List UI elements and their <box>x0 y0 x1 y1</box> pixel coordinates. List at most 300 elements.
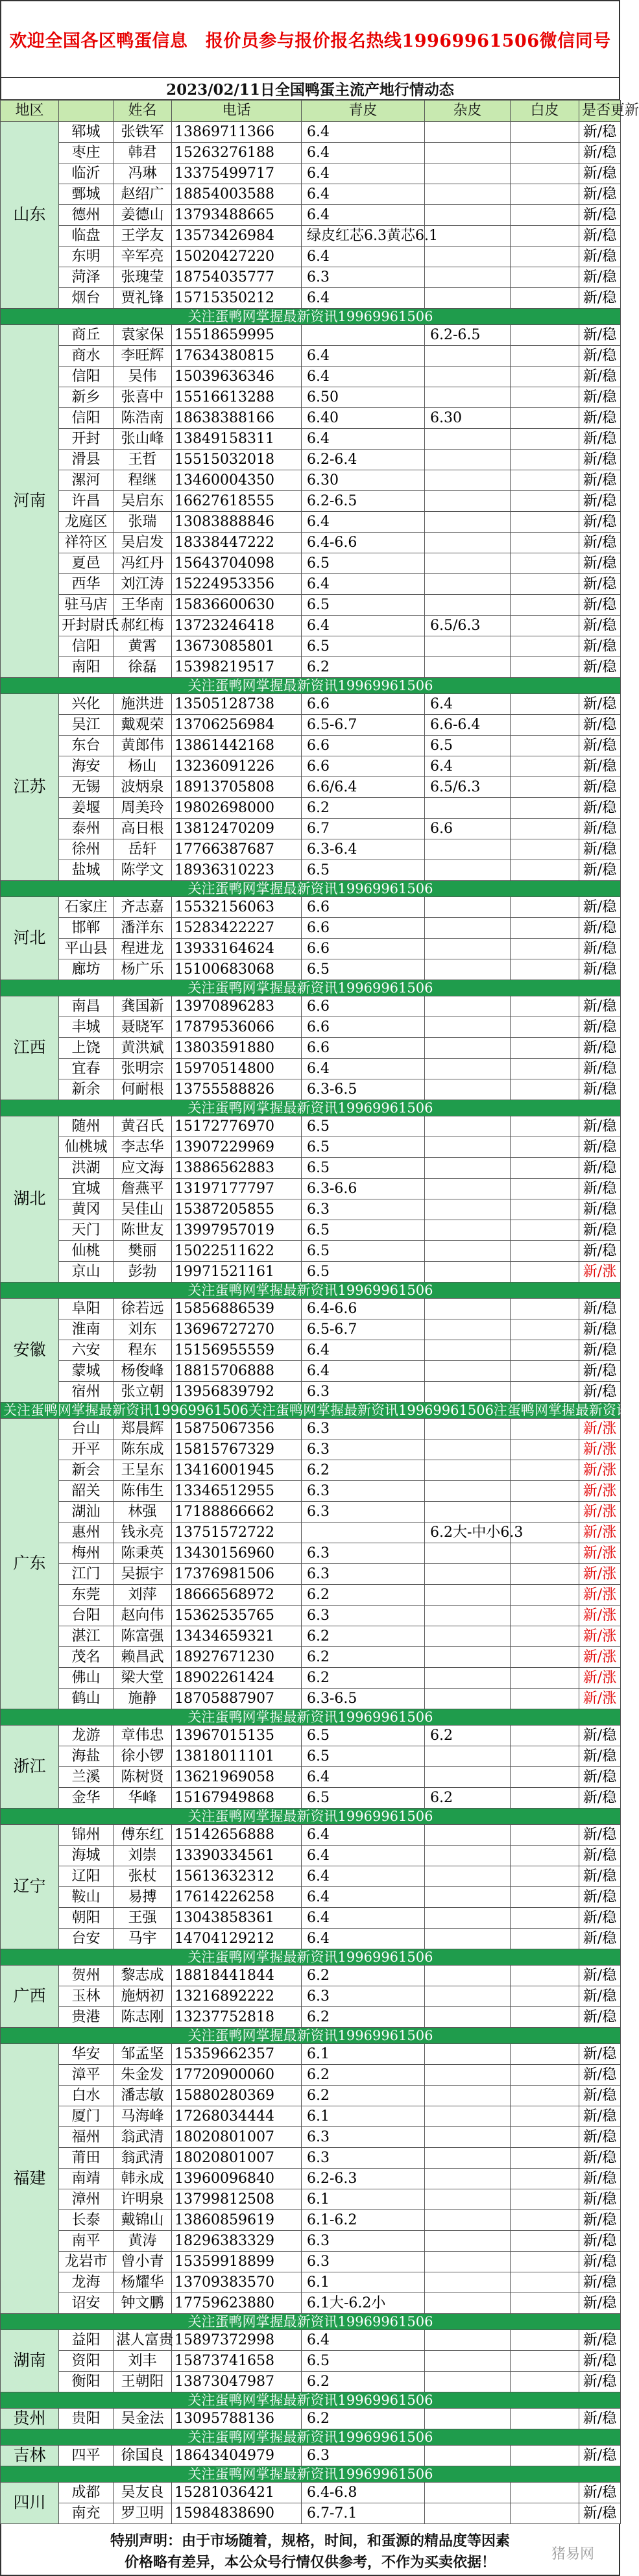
table-row <box>1 1179 621 1199</box>
phone: 13706256984 <box>172 715 302 736</box>
mixed-shell-price <box>425 2446 511 2466</box>
city: 商丘 <box>59 325 114 346</box>
update-status: 新/稳 <box>579 939 621 959</box>
white-shell-price <box>511 2086 579 2106</box>
update-status: 新/涨 <box>579 1543 621 1564</box>
green-shell-price: 6.4 <box>302 574 425 595</box>
white-shell-price <box>511 267 579 288</box>
update-status: 新/稳 <box>579 346 621 367</box>
contact-name: 翁武清 <box>114 2148 172 2169</box>
contact-name: 陈富强 <box>114 1626 172 1647</box>
green-shell-price: 6.6 <box>302 756 425 777</box>
mixed-shell-price: 6.6 <box>425 819 511 839</box>
green-shell-price: 6.7 <box>302 819 425 839</box>
promo-banner-row <box>1 2392 621 2409</box>
table-row <box>1 2446 621 2466</box>
update-status: 新/稳 <box>579 1986 621 2007</box>
phone: 15359662357 <box>172 2044 302 2065</box>
phone: 15516613288 <box>172 387 302 408</box>
mixed-shell-price <box>425 1137 511 1158</box>
city: 锦州 <box>59 1825 114 1846</box>
city: 信阳 <box>59 367 114 387</box>
city: 临沂 <box>59 163 114 184</box>
green-shell-price: 6.4 <box>302 1767 425 1788</box>
phone: 19971521161 <box>172 1262 302 1282</box>
update-status: 新/涨 <box>579 1419 621 1439</box>
city: 宜春 <box>59 1059 114 1079</box>
disclaimer-line-2: 价格略有差异，本公众号行情仅供参考，不作为买卖依据！ <box>124 2554 496 2571</box>
white-shell-price <box>511 2293 579 2314</box>
white-shell-price <box>511 2189 579 2210</box>
contact-name: 翁武清 <box>114 2127 172 2148</box>
update-status: 新/稳 <box>579 2106 621 2127</box>
white-shell-price <box>511 1262 579 1282</box>
table-row <box>1 450 621 470</box>
city: 京山 <box>59 1262 114 1282</box>
update-status: 新/稳 <box>579 408 621 429</box>
region-cell: 浙江 <box>1 1726 59 1809</box>
green-shell-price: 6.5 <box>302 595 425 616</box>
green-shell-price: 6.4 <box>302 122 425 143</box>
update-status: 新/稳 <box>579 184 621 205</box>
contact-name: 韩君 <box>114 143 172 163</box>
contact-name: 刘萍 <box>114 1585 172 1606</box>
city: 开封 <box>59 429 114 450</box>
contact-name: 易搏 <box>114 1887 172 1908</box>
city: 福州 <box>59 2127 114 2148</box>
city: 开封尉氏 <box>59 616 114 636</box>
green-shell-price: 6.6/6.4 <box>302 777 425 798</box>
table-row <box>1 429 621 450</box>
phone: 15387205855 <box>172 1199 302 1220</box>
contact-name: 聂晓军 <box>114 1017 172 1038</box>
table-row <box>1 1606 621 1626</box>
contact-name: 李旺辉 <box>114 346 172 367</box>
white-shell-price <box>511 1908 579 1929</box>
city: 湛江 <box>59 1626 114 1647</box>
table-row <box>1 2148 621 2169</box>
white-shell-price <box>511 1846 579 1866</box>
promo-banner: 关注蛋鸭网掌握最新资讯19969961506 <box>1 2314 621 2330</box>
contact-name: 徐若远 <box>114 1299 172 1319</box>
contact-name: 冯琳 <box>114 163 172 184</box>
table-row <box>1 122 621 143</box>
white-shell-price <box>511 860 579 881</box>
city: 南阳 <box>59 657 114 678</box>
promo-banner-row <box>1 1949 621 1966</box>
white-shell-price <box>511 2106 579 2127</box>
green-shell-price: 6.2 <box>302 1647 425 1668</box>
city: 宜城 <box>59 1179 114 1199</box>
city: 兴化 <box>59 694 114 715</box>
table-header-row <box>1 101 621 122</box>
green-shell-price: 6.2 <box>302 2372 425 2392</box>
phone: 18936310223 <box>172 860 302 881</box>
table-row <box>1 1361 621 1382</box>
green-shell-price: 6.5 <box>302 1262 425 1282</box>
white-shell-price <box>511 1825 579 1846</box>
contact-name: 吴友良 <box>114 2483 172 2503</box>
table-row <box>1 798 621 819</box>
green-shell-price: 6.4 <box>302 2330 425 2351</box>
phone: 15875067356 <box>172 1419 302 1439</box>
phone: 13873047987 <box>172 2372 302 2392</box>
contact-name: 吴金法 <box>114 2409 172 2429</box>
green-shell-price: 6.4 <box>302 288 425 309</box>
contact-name: 张杖 <box>114 1866 172 1887</box>
city: 廊坊 <box>59 959 114 980</box>
green-shell-price: 6.3 <box>302 1481 425 1502</box>
white-shell-price <box>511 346 579 367</box>
table-row <box>1 288 621 309</box>
city: 泰州 <box>59 819 114 839</box>
phone: 13621969058 <box>172 1767 302 1788</box>
update-status: 新/稳 <box>579 226 621 247</box>
table-row <box>1 1059 621 1079</box>
green-shell-price: 6.1-6.2 <box>302 2210 425 2231</box>
phone: 15897372998 <box>172 2330 302 2351</box>
update-status: 新/涨 <box>579 1460 621 1481</box>
table-row <box>1 1017 621 1038</box>
table-row <box>1 2231 621 2252</box>
white-shell-price <box>511 1726 579 1746</box>
white-shell-price <box>511 1220 579 1241</box>
mixed-shell-price <box>425 1220 511 1241</box>
phone: 15167949868 <box>172 1788 302 1809</box>
contact-name: 邹孟坚 <box>114 2044 172 2065</box>
contact-name: 张立朝 <box>114 1382 172 1402</box>
green-shell-price: 6.2 <box>302 657 425 678</box>
phone: 18338447222 <box>172 533 302 553</box>
table-row <box>1 1543 621 1564</box>
table-row <box>1 1846 621 1866</box>
contact-name: 李志华 <box>114 1137 172 1158</box>
region-cell: 广西 <box>1 1966 59 2028</box>
table-row <box>1 756 621 777</box>
contact-name: 华峰 <box>114 1788 172 1809</box>
white-shell-price <box>511 1382 579 1402</box>
table-row <box>1 1523 621 1543</box>
update-status: 新/稳 <box>579 860 621 881</box>
city: 白水 <box>59 2086 114 2106</box>
update-status: 新/稳 <box>579 1382 621 1402</box>
mixed-shell-price <box>425 1158 511 1179</box>
white-shell-price <box>511 2409 579 2429</box>
update-status: 新/稳 <box>579 1846 621 1866</box>
update-status: 新/稳 <box>579 367 621 387</box>
phone: 13793488665 <box>172 205 302 226</box>
white-shell-price <box>511 429 579 450</box>
contact-name: 钱永亮 <box>114 1523 172 1543</box>
white-shell-price <box>511 2252 579 2272</box>
white-shell-price <box>511 247 579 267</box>
table-row <box>1 1158 621 1179</box>
mixed-shell-price <box>425 2044 511 2065</box>
table-row <box>1 387 621 408</box>
mixed-shell-price <box>425 1543 511 1564</box>
city: 驻马店 <box>59 595 114 616</box>
mixed-shell-price <box>425 205 511 226</box>
mixed-shell-price <box>425 553 511 574</box>
region-cell: 湖北 <box>1 1116 59 1282</box>
city: 贵港 <box>59 2007 114 2028</box>
city: 贵阳 <box>59 2409 114 2429</box>
update-status: 新/稳 <box>579 777 621 798</box>
city: 海盐 <box>59 1746 114 1767</box>
city: 东莞 <box>59 1585 114 1606</box>
mixed-shell-price <box>425 1606 511 1626</box>
white-shell-price <box>511 122 579 143</box>
phone: 13197177797 <box>172 1179 302 1199</box>
city: 天门 <box>59 1220 114 1241</box>
phone: 13346512955 <box>172 1481 302 1502</box>
phone: 15815767329 <box>172 1439 302 1460</box>
mixed-shell-price <box>425 1746 511 1767</box>
update-status: 新/稳 <box>579 1340 621 1361</box>
update-status: 新/稳 <box>579 1241 621 1262</box>
update-status: 新/稳 <box>579 2148 621 2169</box>
phone: 13861442168 <box>172 736 302 756</box>
contact-name: 戴观荣 <box>114 715 172 736</box>
mixed-shell-price <box>425 184 511 205</box>
table-row <box>1 470 621 491</box>
phone: 18643404979 <box>172 2446 302 2466</box>
mixed-shell-price <box>425 1908 511 1929</box>
table-row <box>1 1419 621 1439</box>
city: 丰城 <box>59 1017 114 1038</box>
phone: 13907229969 <box>172 1137 302 1158</box>
white-shell-price <box>511 595 579 616</box>
promo-banner-row <box>1 2028 621 2044</box>
mixed-shell-price <box>425 939 511 959</box>
green-shell-price: 6.1 <box>302 2272 425 2293</box>
phone: 13696727270 <box>172 1319 302 1340</box>
table-row <box>1 839 621 860</box>
green-shell-price: 6.4 <box>302 616 425 636</box>
phone: 16627618555 <box>172 491 302 512</box>
white-shell-price <box>511 1137 579 1158</box>
mixed-shell-price <box>425 996 511 1017</box>
update-status: 新/稳 <box>579 2252 621 2272</box>
table-row <box>1 616 621 636</box>
city: 佛山 <box>59 1668 114 1689</box>
promo-banner-row <box>1 1282 621 1299</box>
green-shell-price: 6.5 <box>302 1746 425 1767</box>
mixed-shell-price <box>425 2351 511 2372</box>
mixed-shell-price <box>425 2483 511 2503</box>
city: 韶关 <box>59 1481 114 1502</box>
city: 茂名 <box>59 1647 114 1668</box>
mixed-shell-price <box>425 1419 511 1439</box>
contact-name: 冯红丹 <box>114 553 172 574</box>
city: 鄄城 <box>59 184 114 205</box>
green-shell-price: 6.2 <box>302 1585 425 1606</box>
phone: 18020801007 <box>172 2148 302 2169</box>
phone: 18296383329 <box>172 2231 302 2252</box>
mixed-shell-price: 6.2 <box>425 1726 511 1746</box>
update-status: 新/稳 <box>579 1908 621 1929</box>
green-shell-price: 6.4 <box>302 367 425 387</box>
phone: 13216892222 <box>172 1986 302 2007</box>
green-shell-price: 6.2 <box>302 2409 425 2429</box>
contact-name: 陈世友 <box>114 1220 172 1241</box>
green-shell-price: 6.3-6.5 <box>302 1079 425 1100</box>
city: 滑县 <box>59 450 114 470</box>
phone: 18927671230 <box>172 1647 302 1668</box>
update-status: 新/稳 <box>579 1929 621 1949</box>
update-status: 新/稳 <box>579 636 621 657</box>
phone: 18854003588 <box>172 184 302 205</box>
table-row <box>1 2169 621 2189</box>
mixed-shell-price <box>425 1319 511 1340</box>
mixed-shell-price <box>425 367 511 387</box>
table-row <box>1 491 621 512</box>
white-shell-price <box>511 798 579 819</box>
contact-name: 陈东成 <box>114 1439 172 1460</box>
table-row <box>1 2483 621 2503</box>
white-shell-price <box>511 1767 579 1788</box>
table-row <box>1 2503 621 2524</box>
white-shell-price <box>511 1241 579 1262</box>
contact-name: 施静 <box>114 1689 172 1709</box>
phone: 15022511622 <box>172 1241 302 1262</box>
white-shell-price <box>511 1564 579 1585</box>
white-shell-price <box>511 1647 579 1668</box>
mixed-shell-price <box>425 2169 511 2189</box>
promo-banner-row <box>1 2466 621 2483</box>
phone: 13723246418 <box>172 616 302 636</box>
phone: 15224953356 <box>172 574 302 595</box>
header-green-shell: 青皮 <box>302 101 425 122</box>
green-shell-price <box>302 1523 425 1543</box>
mixed-shell-price <box>425 860 511 881</box>
green-shell-price: 6.3 <box>302 2252 425 2272</box>
white-shell-price <box>511 1059 579 1079</box>
phone: 17188866662 <box>172 1502 302 1523</box>
green-shell-price: 6.6 <box>302 1038 425 1059</box>
city: 贺州 <box>59 1966 114 1986</box>
green-shell-price: 6.5 <box>302 553 425 574</box>
green-shell-price: 6.3 <box>302 1502 425 1523</box>
city: 湖汕 <box>59 1502 114 1523</box>
table-row <box>1 346 621 367</box>
phone: 15398219517 <box>172 657 302 678</box>
table-row <box>1 1319 621 1340</box>
disclaimer-line-1: 特别声明：由于市场随着，规格，时间，和蛋源的精品度等因素 <box>110 2533 510 2549</box>
region-cell: 湖南 <box>1 2330 59 2392</box>
white-shell-price <box>511 491 579 512</box>
contact-name: 赖昌武 <box>114 1647 172 1668</box>
promo-banner-row <box>1 2314 621 2330</box>
phone: 17614226258 <box>172 1887 302 1908</box>
mixed-shell-price <box>425 2127 511 2148</box>
phone: 15172776970 <box>172 1116 302 1137</box>
promo-banner: 关注蛋鸭网掌握最新资讯19969961506 <box>1 2429 621 2446</box>
table-row <box>1 226 621 247</box>
white-shell-price <box>511 897 579 918</box>
green-shell-price: 6.4 <box>302 1866 425 1887</box>
update-status: 新/涨 <box>579 1585 621 1606</box>
update-status: 新/稳 <box>579 2086 621 2106</box>
phone: 15532156063 <box>172 897 302 918</box>
mixed-shell-price <box>425 839 511 860</box>
update-status: 新/涨 <box>579 1262 621 1282</box>
promo-banner-row <box>1 1809 621 1825</box>
mixed-shell-price <box>425 1460 511 1481</box>
table-row <box>1 1502 621 1523</box>
contact-name: 吴启东 <box>114 491 172 512</box>
white-shell-price <box>511 226 579 247</box>
green-shell-price: 6.6 <box>302 897 425 918</box>
green-shell-price: 6.2-6.4 <box>302 450 425 470</box>
update-status: 新/稳 <box>579 798 621 819</box>
green-shell-price: 6.2 <box>302 798 425 819</box>
green-shell-price: 6.3 <box>302 1419 425 1439</box>
update-status: 新/涨 <box>579 1626 621 1647</box>
phone: 13430156960 <box>172 1543 302 1564</box>
white-shell-price <box>511 1361 579 1382</box>
phone: 15613632312 <box>172 1866 302 1887</box>
phone: 13673085801 <box>172 636 302 657</box>
promo-banner-row <box>1 309 621 325</box>
phone: 13434659321 <box>172 1626 302 1647</box>
white-shell-price <box>511 1199 579 1220</box>
green-shell-price: 6.4 <box>302 346 425 367</box>
green-shell-price: 6.4 <box>302 184 425 205</box>
white-shell-price <box>511 1038 579 1059</box>
mixed-shell-price <box>425 1647 511 1668</box>
city: 海安 <box>59 756 114 777</box>
green-shell-price: 6.4 <box>302 429 425 450</box>
phone: 13505128738 <box>172 694 302 715</box>
city: 辽阳 <box>59 1866 114 1887</box>
mixed-shell-price <box>425 918 511 939</box>
green-shell-price: 6.2-6.3 <box>302 2169 425 2189</box>
green-shell-price: 6.3 <box>302 2148 425 2169</box>
green-shell-price: 6.4-6.6 <box>302 1299 425 1319</box>
white-shell-price <box>511 367 579 387</box>
white-shell-price <box>511 2210 579 2231</box>
table-row <box>1 2409 621 2429</box>
table-row <box>1 1262 621 1282</box>
city: 益阳 <box>59 2330 114 2351</box>
phone: 13860859619 <box>172 2210 302 2231</box>
city: 上饶 <box>59 1038 114 1059</box>
table-row <box>1 1460 621 1481</box>
green-shell-price: 6.2 <box>302 1668 425 1689</box>
contact-name: 赵向伟 <box>114 1606 172 1626</box>
city: 莆田 <box>59 2148 114 2169</box>
green-shell-price: 6.5 <box>302 2351 425 2372</box>
table-row <box>1 2272 621 2293</box>
city: 新余 <box>59 1079 114 1100</box>
phone: 15643704098 <box>172 553 302 574</box>
green-shell-price: 6.4-6.8 <box>302 2483 425 2503</box>
phone: 13960096840 <box>172 2169 302 2189</box>
mixed-shell-price <box>425 1966 511 1986</box>
mixed-shell-price <box>425 267 511 288</box>
update-status: 新/稳 <box>579 2044 621 2065</box>
contact-name: 黄洪斌 <box>114 1038 172 1059</box>
mixed-shell-price <box>425 247 511 267</box>
mixed-shell-price <box>425 2148 511 2169</box>
green-shell-price: 6.4 <box>302 1825 425 1846</box>
white-shell-price <box>511 2127 579 2148</box>
city: 郓城 <box>59 122 114 143</box>
phone: 15873741658 <box>172 2351 302 2372</box>
green-shell-price: 绿皮红芯6.3黄芯6.1 <box>302 226 425 247</box>
phone: 13967015135 <box>172 1726 302 1746</box>
